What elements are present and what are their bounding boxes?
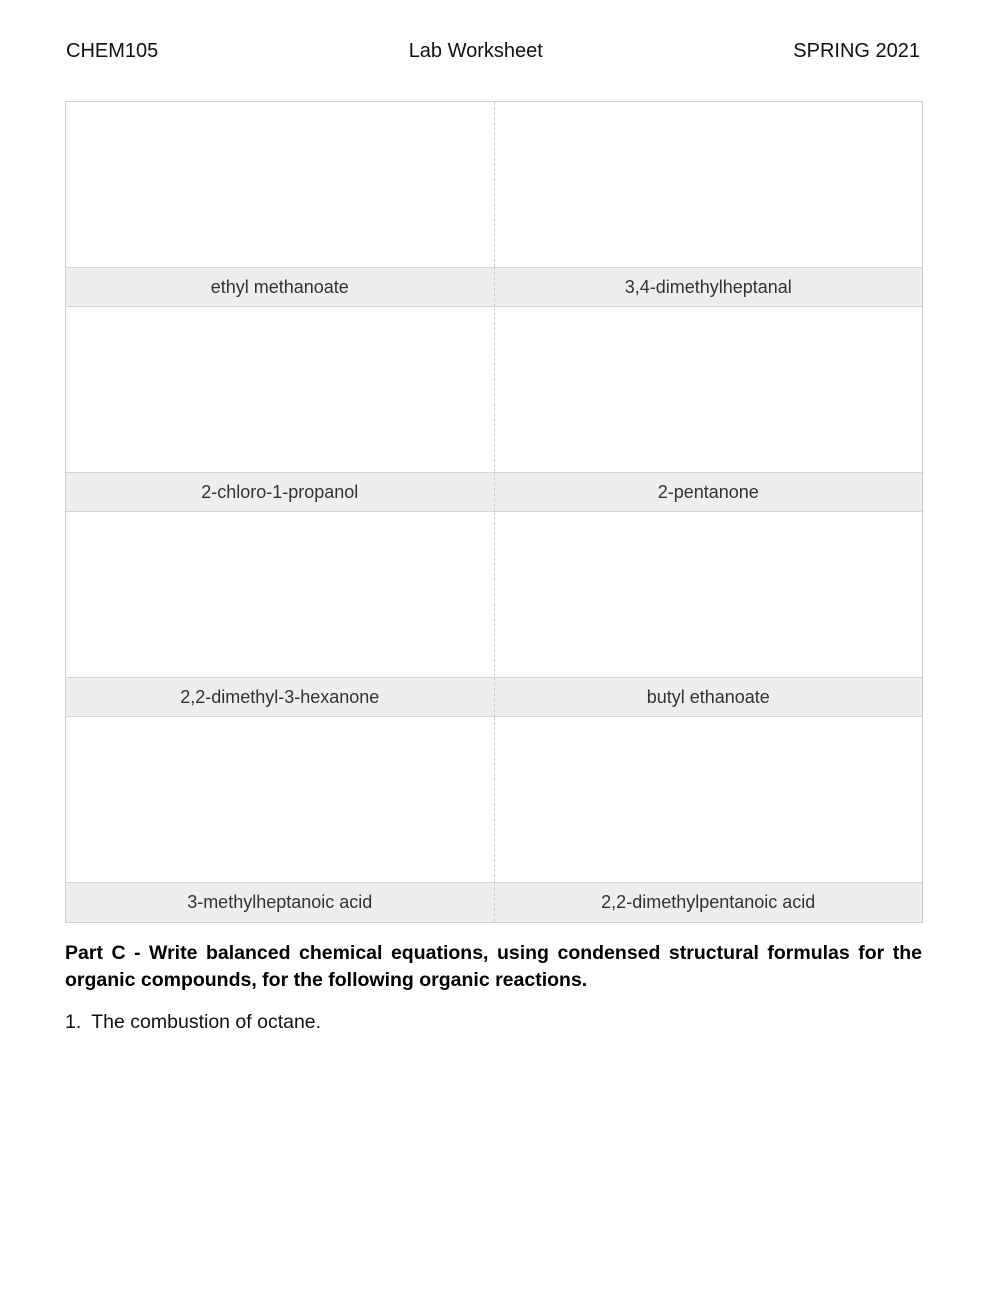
drawing-area[interactable]: [66, 512, 495, 677]
drawing-row: [66, 102, 922, 267]
compound-label: butyl ethanoate: [495, 677, 923, 717]
compound-label: ethyl methanoate: [66, 267, 495, 307]
compound-label: 3,4-dimethylheptanal: [495, 267, 923, 307]
drawing-area[interactable]: [495, 102, 923, 267]
label-row: [66, 677, 922, 717]
drawing-area[interactable]: [66, 307, 495, 472]
drawing-row: [66, 512, 922, 677]
page-header: [66, 40, 920, 63]
drawing-row: [66, 307, 922, 472]
label-row: [66, 472, 922, 512]
label-row: [66, 267, 922, 307]
compound-label: 3-methylheptanoic acid: [66, 882, 495, 922]
drawing-area[interactable]: [495, 717, 923, 882]
drawing-area[interactable]: [495, 512, 923, 677]
drawing-area[interactable]: [66, 102, 495, 267]
drawing-area[interactable]: [495, 307, 923, 472]
question-text: The combustion of octane.: [91, 1011, 322, 1033]
drawing-row: [66, 717, 922, 882]
label-row: [66, 882, 922, 922]
compound-label: 2-pentanone: [495, 472, 923, 512]
course-code: CHEM105: [66, 40, 159, 62]
drawing-area[interactable]: [66, 717, 495, 882]
worksheet-title: Lab Worksheet: [408, 40, 543, 62]
part-c-instructions: Part C - Write balanced chemical equations, using condensed structural formulas for the organic compounds, for the following organic reactions.: [65, 942, 922, 991]
question-number: 1.: [65, 1011, 82, 1033]
compound-label: 2,2-dimethyl-3-hexanone: [66, 677, 495, 717]
structure-drawing-grid: [65, 101, 923, 923]
term: SPRING 2021: [793, 40, 920, 62]
compound-label: 2,2-dimethylpentanoic acid: [495, 882, 923, 922]
question-item: [65, 1011, 321, 1034]
compound-label: 2-chloro-1-propanol: [66, 472, 495, 512]
